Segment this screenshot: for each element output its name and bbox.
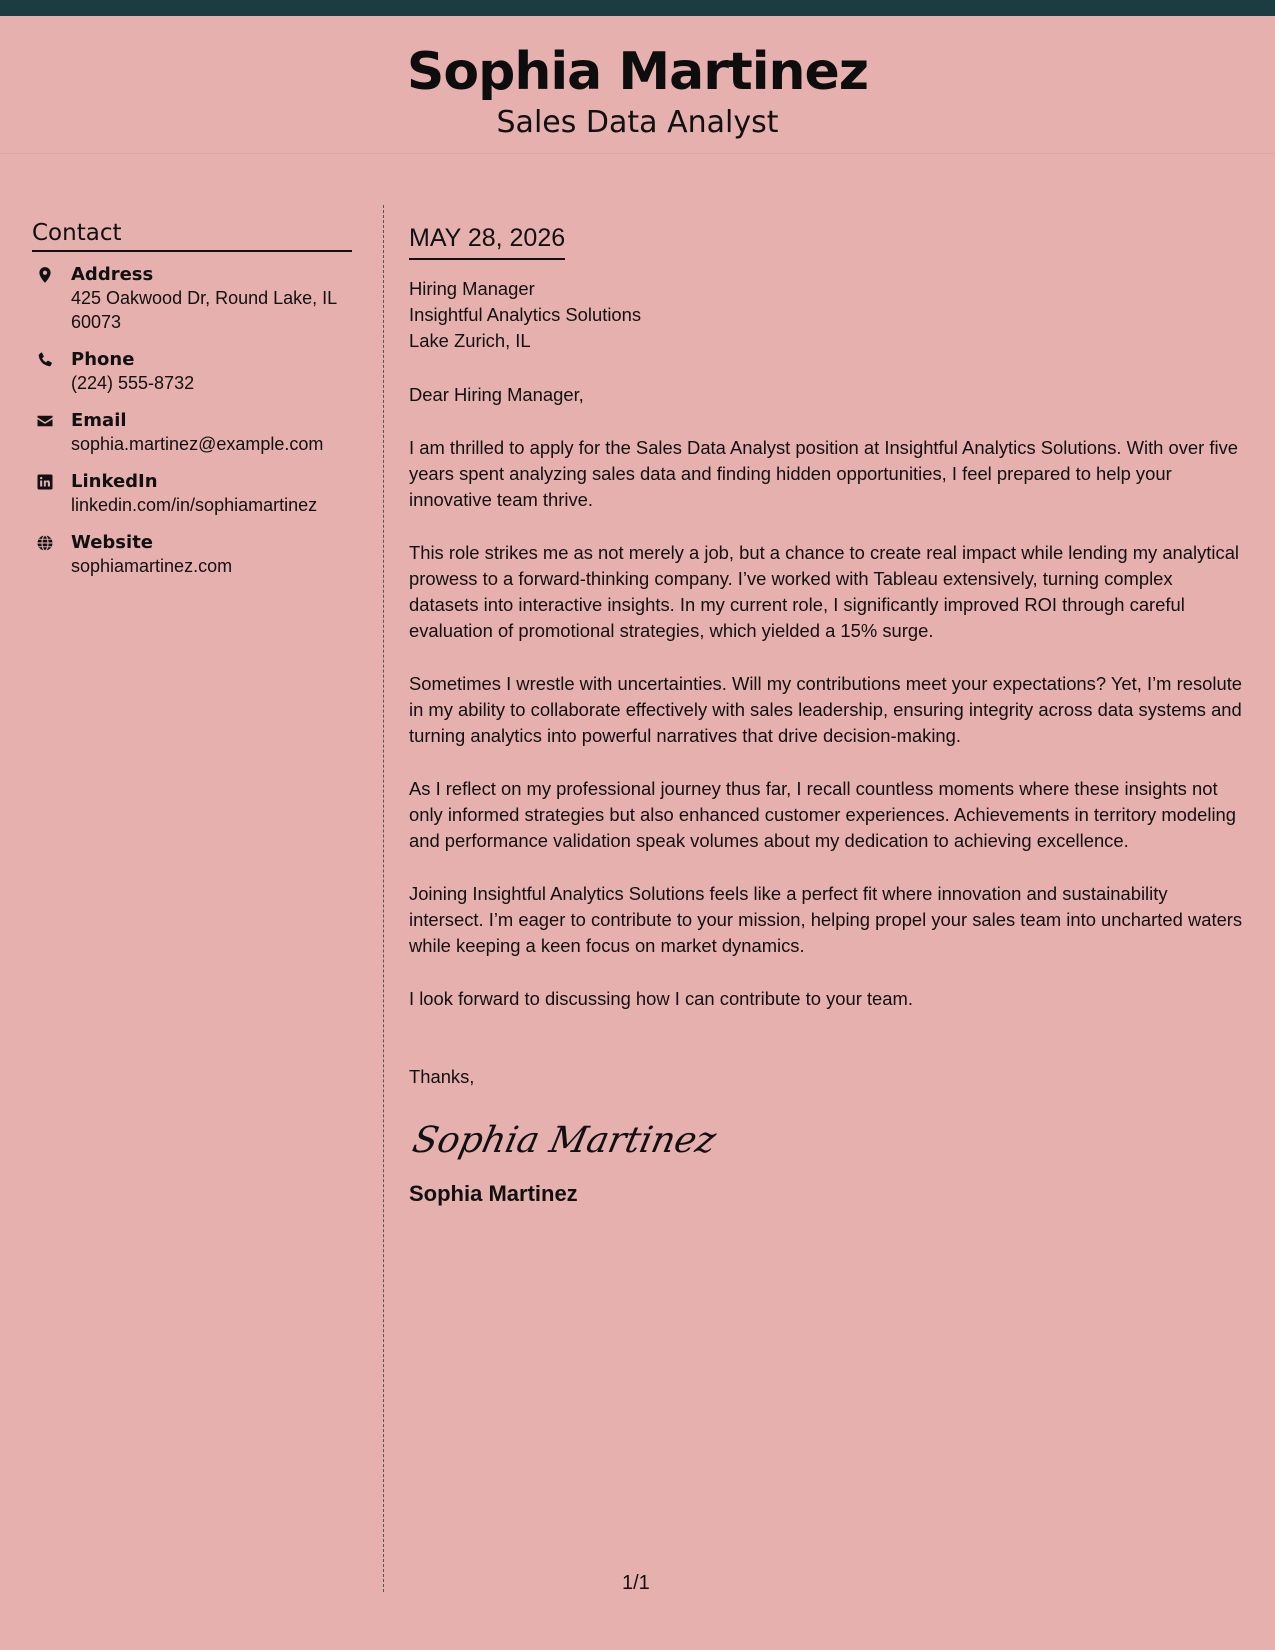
recipient-line: Lake Zurich, IL	[409, 330, 531, 351]
location-pin-icon	[36, 266, 54, 284]
globe-icon	[36, 534, 54, 552]
contact-value-linkedin[interactable]: linkedin.com/in/sophiamartinez	[71, 495, 318, 515]
page-number: 1/1	[622, 1572, 650, 1594]
letter-body	[409, 222, 1245, 1208]
letter-paragraph: Sometimes I wrestle with uncertainties. Will my contributions meet your expectations? Yet, I’m resolute in my ability to collaborate effectively with sales leadership, ensuring integrity across data systems and turning analytics into powerful narratives that drive decision-making.	[409, 673, 1243, 746]
linkedin-icon	[36, 473, 54, 491]
contact-item-address	[32, 264, 352, 334]
signature-text: Sophia Martinez	[409, 1118, 720, 1161]
contact-sidebar	[32, 220, 352, 593]
letter-paragraph: Joining Insightful Analytics Solutions feels like a perfect fit where innovation and sustainability intersect. I’m eager to contribute to your mission, helping propel your sales team into uncharted waters while keeping a keen focus on market dynamics.	[409, 883, 1243, 956]
contact-item-linkedin	[32, 471, 352, 517]
contact-heading: Contact	[32, 220, 352, 252]
top-accent-bar	[0, 0, 1275, 16]
contact-label-email: Email	[71, 410, 127, 431]
contact-label-phone: Phone	[71, 349, 135, 370]
salutation: Dear Hiring Manager,	[409, 384, 584, 405]
signer-name: Sophia Martinez	[409, 1181, 578, 1206]
column-divider	[383, 205, 384, 1592]
handwritten-signature	[409, 1114, 1245, 1164]
applicant-title: Sales Data Analyst	[496, 105, 779, 140]
contact-value-phone: (224) 555-8732	[71, 373, 195, 393]
closing: Thanks,	[409, 1066, 475, 1087]
contact-item-website	[32, 532, 352, 578]
contact-item-email	[32, 410, 352, 456]
contact-label-website: Website	[71, 532, 154, 553]
letter-date: MAY 28, 2026	[409, 222, 565, 260]
page-header	[0, 16, 1275, 154]
letter-paragraph: This role strikes me as not merely a job, but a chance to create real impact while lending my analytical prowess to a forward-thinking company. I’ve worked with Tableau extensively, turning complex datasets into interactive insights. In my current role, I significantly improved ROI through careful evaluation of promotional strategies, which yielded a 15% surge.	[409, 542, 1240, 641]
contact-item-phone	[32, 349, 352, 395]
recipient-block	[409, 276, 1245, 354]
contact-label-address: Address	[71, 264, 154, 285]
recipient-line: Hiring Manager	[409, 278, 535, 299]
contact-value-website[interactable]: sophiamartinez.com	[71, 556, 233, 576]
contact-value-address: 425 Oakwood Dr, Round Lake, IL 60073	[71, 288, 337, 332]
recipient-line: Insightful Analytics Solutions	[409, 304, 642, 325]
letter-paragraph: I am thrilled to apply for the Sales Data Analyst position at Insightful Analytics Solutions. With over five years spent analyzing sales data and finding hidden opportunities, I feel prepared to help your innovative team thrive.	[409, 437, 1239, 510]
phone-icon	[36, 351, 54, 369]
contact-value-email[interactable]: sophia.martinez@example.com	[71, 434, 324, 454]
letter-paragraph: As I reflect on my professional journey thus far, I recall countless moments where these insights not only informed strategies but also enhanced customer experiences. Achievements in territory modeling and performance validation speak volumes about my dedication to achieving excellence.	[409, 778, 1236, 851]
letter-paragraph: I look forward to discussing how I can contribute to your team.	[409, 988, 913, 1009]
applicant-name: Sophia Martinez	[406, 42, 869, 102]
envelope-icon	[36, 412, 54, 430]
contact-label-linkedin: LinkedIn	[71, 471, 158, 492]
